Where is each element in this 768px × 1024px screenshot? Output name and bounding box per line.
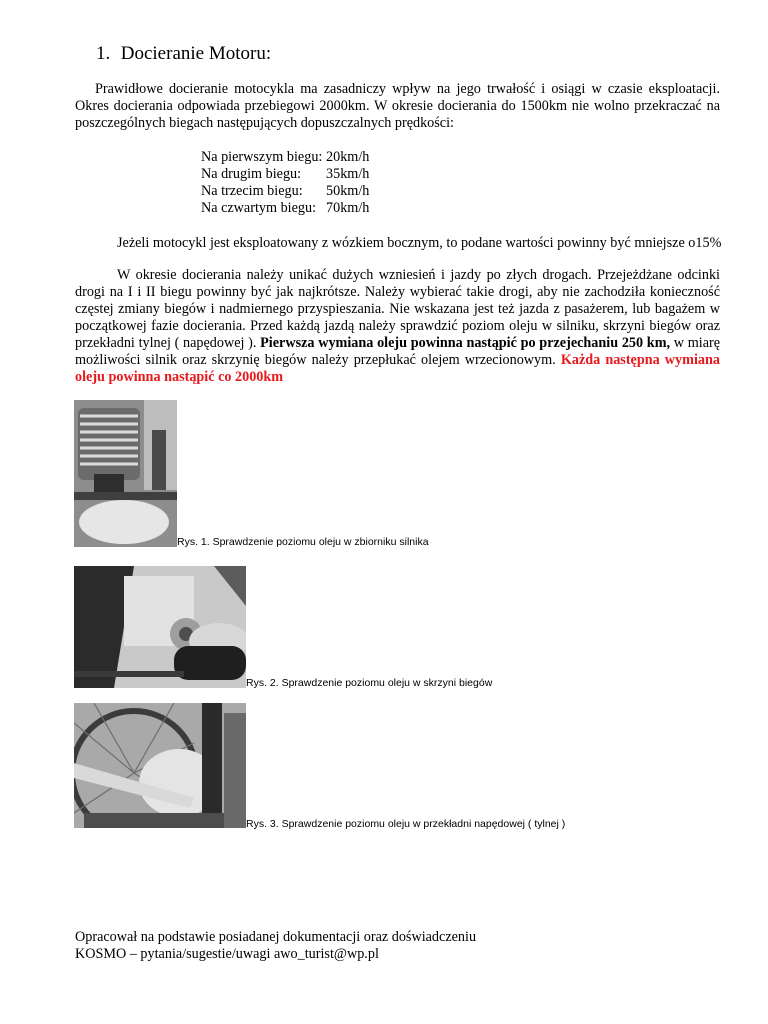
speed-limits-list: [201, 149, 369, 217]
speed-value: 70km/h: [326, 200, 370, 216]
speed-row-3: [201, 183, 369, 200]
speed-label: Na czwartym biegu:: [201, 200, 317, 216]
speed-value: 35km/h: [326, 166, 370, 182]
speed-row-2: [201, 166, 369, 183]
footer-line-1: Opracował na podstawie posiadanej dokumentacji oraz doświadczeniu: [75, 929, 477, 945]
speed-row-4: [201, 200, 369, 217]
intro-text: Prawidłowe docieranie motocykla ma zasadniczy wpływ na jego trwałość i osiągi w czasie eksploatacji. Okres docierania odpowiada przebiegowi 2000km. W okresie docierania do 1500km nie wolno przekraczać na poszczególnych biegach następujących dopuszczalnych prędkości:: [75, 81, 720, 131]
speed-value: 50km/h: [326, 183, 370, 199]
speed-label: Na drugim biegu:: [201, 166, 302, 182]
oil-change-interval-note: Każda następna wymiana oleju powinna nastąpić co 2000km: [75, 352, 720, 385]
footer-line-2: KOSMO – pytania/sugestie/uwagi awo_turist@wp.pl: [75, 946, 379, 962]
figure-1-photo: [74, 400, 177, 547]
footer: [75, 929, 476, 963]
heading-number: 1.: [96, 43, 111, 64]
flush-note: w miarę możliwości silnik oraz skrzynię biegów należy przepłukać olejem wrzecionowym.: [75, 335, 721, 368]
breakin-text: W okresie docierania należy unikać dużych wzniesień i jazdy po złych drogach. Przejeżdżane odcinki drogi na I i II biegu powinny być jak najkrótsze. Należy wybierać takie drogi, aby nie zachodziła konieczność częstej zmiany biegów i nadmiernego przyspieszania. Nie wskazana jest też jazda z pasażerem, lub bagażem w początkowej fazie docierania. Przed każdą jazdą należy sprawdzić poziom oleju w silniku, skrzyni biegów oraz przekładni tylnej ( napędowej ).: [75, 267, 720, 351]
breakin-paragraph: [75, 267, 720, 386]
figure-3-photo: [74, 703, 246, 828]
figure-2-caption: Rys. 2. Sprawdzenie poziomu oleju w skrzyni biegów: [246, 677, 493, 689]
section-heading: [96, 42, 271, 66]
first-oil-change-note: Pierwsza wymiana oleju powinna nastąpić po przejechaniu 250 km,: [260, 335, 671, 351]
speed-label: Na pierwszym biegu:: [201, 149, 323, 165]
figure-3-caption: Rys. 3. Sprawdzenie poziomu oleju w przekładni napędowej ( tylnej ): [246, 818, 566, 830]
speed-label: Na trzecim biegu:: [201, 183, 303, 199]
speed-value: 20km/h: [326, 149, 370, 165]
intro-paragraph: [75, 81, 720, 132]
sidecar-note: [75, 235, 723, 252]
figure-1-caption: Rys. 1. Sprawdzenie poziomu oleju w zbiorniku silnika: [177, 536, 429, 548]
speed-row-1: [201, 149, 369, 166]
sidecar-note-text: Jeżeli motocykl jest eksploatowany z wózkiem bocznym, to podane wartości powinny być mniejsze o15%: [117, 235, 722, 251]
figure-2-photo: [74, 566, 246, 688]
heading-title: Docieranie Motoru:: [120, 43, 272, 64]
